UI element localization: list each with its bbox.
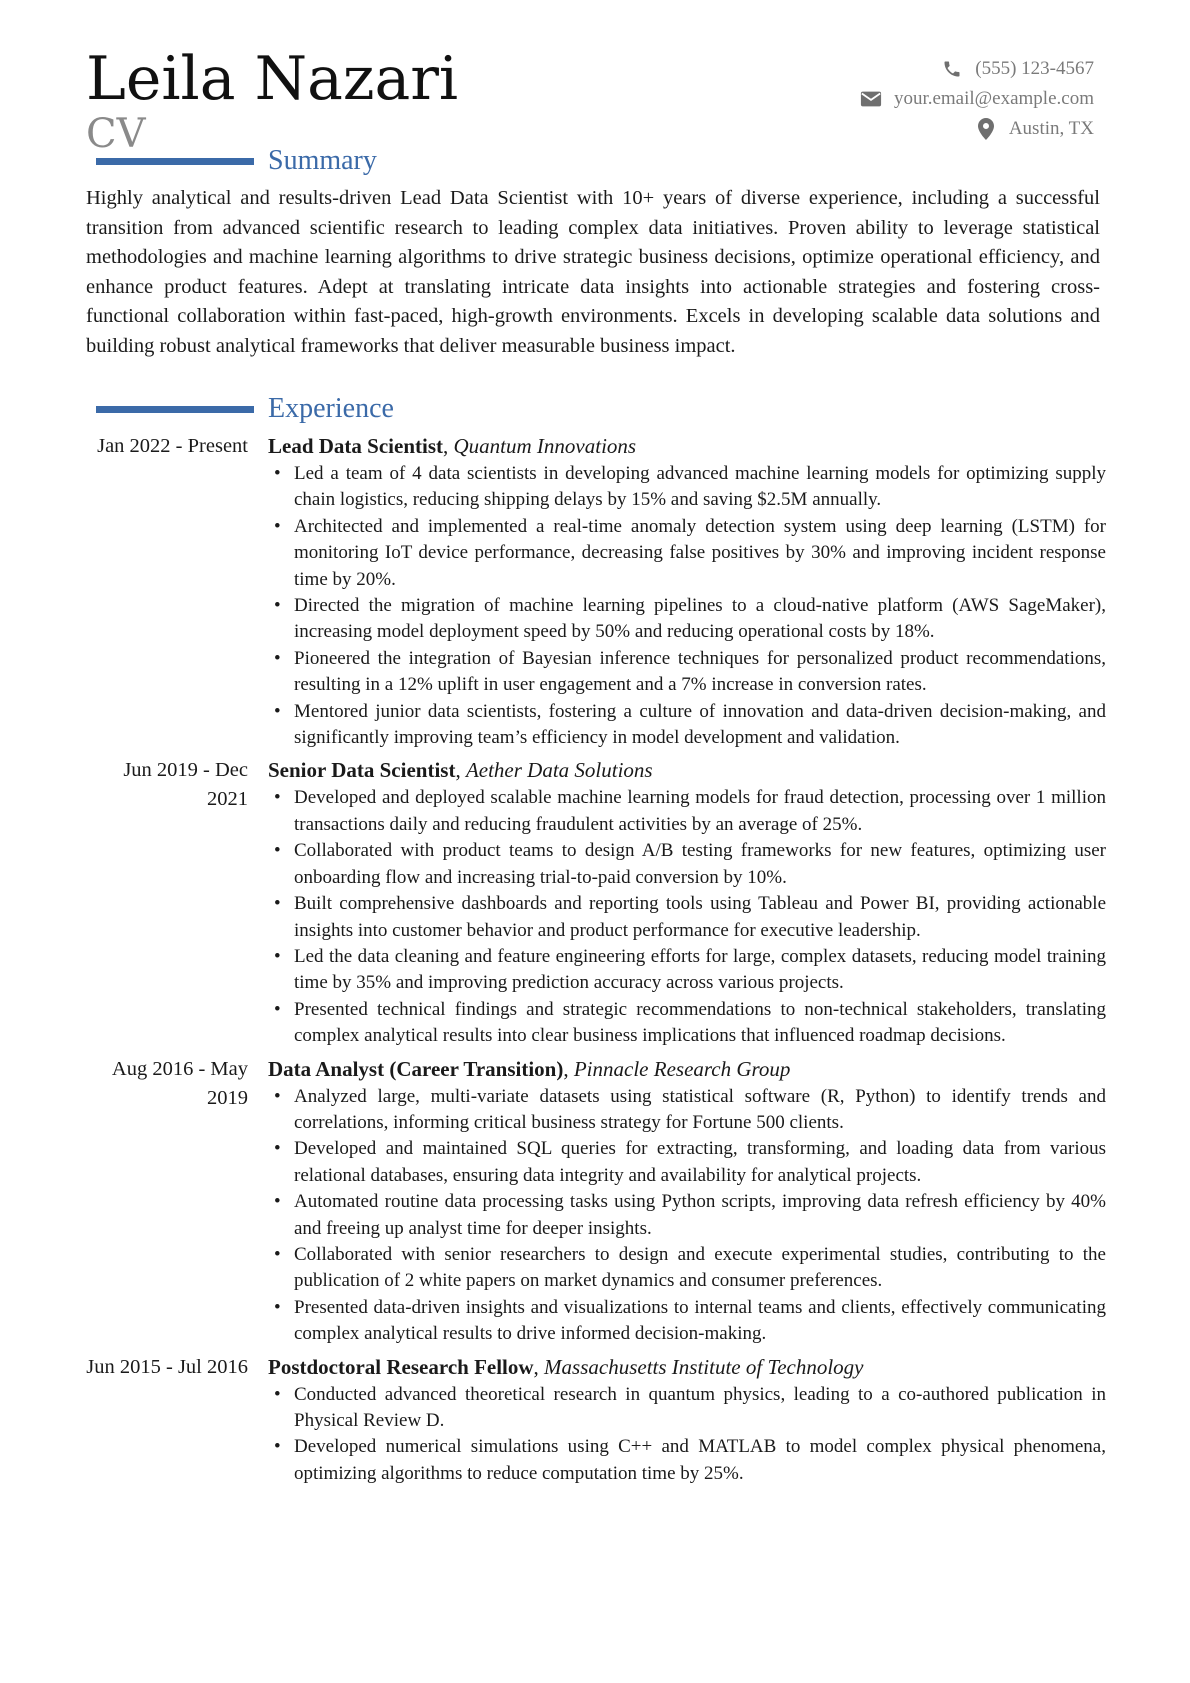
experience-list <box>86 432 1106 1492</box>
job-bullets <box>268 461 1106 751</box>
job-bullets <box>268 1382 1106 1488</box>
experience-title: Experience <box>268 393 394 424</box>
job-entry <box>86 1055 1106 1348</box>
bullet-item: • Developed and deployed scalable machine learning models for fraud detection, processing over 1 million transactions daily and reducing fraudulent activities by an average of 25%. <box>268 785 1106 838</box>
bullet-item: • Presented data-driven insights and visualizations to internal teams and clients, effectively communicating complex analytical results to drive informed decision-making. <box>268 1295 1106 1348</box>
job-body <box>268 432 1106 751</box>
bullet-item: • Developed and maintained SQL queries for extracting, transforming, and loading data from various relational databases, ensuring data integrity and availability for analytical projects. <box>268 1136 1106 1189</box>
phone-text[interactable]: (555) 123-4567 <box>975 58 1094 79</box>
contact-block <box>860 54 1094 144</box>
summary-title: Summary <box>268 145 377 176</box>
email-link[interactable]: your.email@example.com <box>893 88 1094 109</box>
job-entry <box>86 756 1106 1049</box>
job-dates: Jun 2019 - Dec 2021 <box>123 759 248 811</box>
envelope-icon <box>860 88 882 110</box>
job-dates: Jan 2022 - Present <box>97 435 248 457</box>
person-name: Leila Nazari <box>86 44 459 114</box>
job-title: Postdoctoral Research Fellow <box>268 1354 534 1379</box>
contact-email <box>860 84 1094 114</box>
section-accent-bar <box>96 158 254 165</box>
job-bullets <box>268 1084 1106 1348</box>
bullet-item: • Led a team of 4 data scientists in developing advanced machine learning models for optimizing supply chain logistics, reducing shipping delays by 15% and saving $2.5M annually. <box>268 461 1106 514</box>
job-body <box>268 756 1106 1049</box>
job-title: Lead Data Scientist <box>268 434 443 458</box>
job-company: Quantum Innovations <box>453 434 637 458</box>
bullet-item: • Architected and implemented a real-time anomaly detection system using deep learning (LSTM) for monitoring IoT device performance, decreasing false positives by 30% and improving incident response time by 20%. <box>268 514 1106 593</box>
bullet-item: • Developed numerical simulations using C++ and MATLAB to model complex physical phenomena, optimizing algorithms to reduce computation time by 25%. <box>268 1434 1106 1487</box>
job-company: Pinnacle Research Group <box>573 1056 791 1081</box>
bullet-item: • Analyzed large, multi-variate datasets using statistical software (R, Python) to identify trends and correlations, informing critical business strategy for Fortune 500 clients. <box>268 1084 1106 1137</box>
job-company: Massachusetts Institute of Technology <box>544 1354 864 1379</box>
phone-icon <box>941 58 963 80</box>
bullet-item: • Pioneered the integration of Bayesian inference techniques for personalized product recommendations, resulting in a 12% uplift in user engagement and a 7% increase in conversion rates. <box>268 646 1106 699</box>
job-entry <box>86 432 1106 751</box>
bullet-item: • Directed the migration of machine learning pipelines to a cloud-native platform (AWS SageMaker), increasing model deployment speed by 50% and reducing operational costs by 18%. <box>268 593 1106 646</box>
contact-phone <box>860 54 1094 84</box>
job-entry <box>86 1353 1106 1488</box>
document-subtitle: CV <box>86 111 146 157</box>
map-marker-icon <box>975 118 997 140</box>
job-body <box>268 1353 1106 1488</box>
job-company: Aether Data Solutions <box>465 758 653 783</box>
job-title: Senior Data Scientist <box>268 758 456 783</box>
job-dates: Aug 2016 - May 2019 <box>111 1057 248 1109</box>
job-body <box>268 1055 1106 1348</box>
contact-location <box>860 114 1094 144</box>
bullet-item: • Conducted advanced theoretical research in quantum physics, leading to a co-authored publication in Physical Review D. <box>268 1382 1106 1435</box>
job-bullets <box>268 785 1106 1049</box>
section-accent-bar <box>96 406 254 413</box>
bullet-item: • Collaborated with product teams to design A/B testing frameworks for new features, optimizing user onboarding flow and increasing trial-to-paid conversion by 10%. <box>268 838 1106 891</box>
job-heading: Data Analyst (Career Transition), Pinnacle Research Group <box>268 1056 791 1081</box>
bullet-item: • Automated routine data processing tasks using Python scripts, improving data refresh efficiency by 40% and freeing up analyst time for deeper insights. <box>268 1189 1106 1242</box>
bullet-item: • Collaborated with senior researchers to design and execute experimental studies, contributing to the publication of 2 white papers on market dynamics and consumer preferences. <box>268 1242 1106 1295</box>
bullet-item: • Built comprehensive dashboards and reporting tools using Tableau and Power BI, providing actionable insights into customer behavior and product performance for executive leadership. <box>268 891 1106 944</box>
job-heading: Lead Data Scientist, Quantum Innovations <box>268 434 637 458</box>
bullet-item: • Led the data cleaning and feature engineering efforts for large, complex datasets, reducing model training time by 35% and improving prediction accuracy across various projects. <box>268 944 1106 997</box>
experience-section-header <box>96 392 1096 432</box>
summary-section-header <box>96 144 1096 184</box>
job-heading: Postdoctoral Research Fellow, Massachusetts Institute of Technology <box>268 1354 864 1379</box>
summary-text: Highly analytical and results-driven Lead Data Scientist with 10+ years of diverse experience, including a successful transition from advanced scientific research to leading complex data initiatives. Proven ability to leverage statistical methodologies and machine learning algorithms to drive strategic business decisions, optimize operational efficiency, and enhance product features. Adept at translating intricate data insights into actionable strategies and fostering cross-functional collaboration within fast-paced, high-growth environments. Excels in developing scalable data solutions and building robust analytical frameworks that deliver measurable business impact. <box>86 187 1100 357</box>
bullet-item: • Presented technical findings and strategic recommendations to non-technical stakeholders, translating complex analytical results into clear business implications that influenced roadmap decisions. <box>268 997 1106 1050</box>
job-heading: Senior Data Scientist, Aether Data Solutions <box>268 758 653 783</box>
location-text: Austin, TX <box>1008 118 1094 139</box>
job-dates: Jun 2015 - Jul 2016 <box>86 1355 248 1378</box>
bullet-item: • Mentored junior data scientists, fostering a culture of innovation and data-driven decision-making, and significantly improving team’s efficiency in model development and validation. <box>268 699 1106 752</box>
job-title: Data Analyst (Career Transition) <box>268 1056 564 1081</box>
